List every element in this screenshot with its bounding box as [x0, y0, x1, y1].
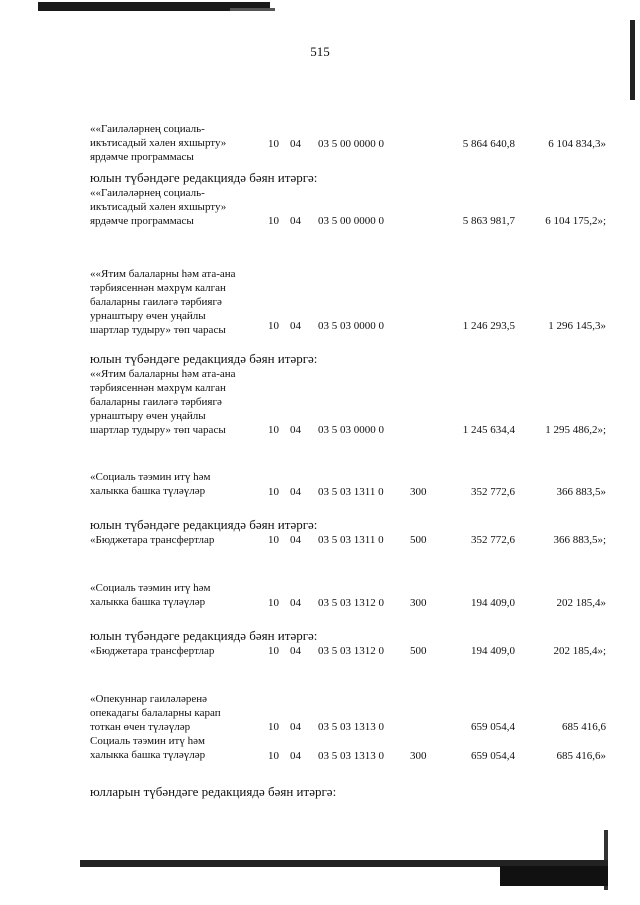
row-description: «Социаль тәэмин итү һәм халыкка башка түләүләр: [90, 471, 211, 497]
instruction-text: юлын түбәндәге редакциядә бәян итәргә:: [90, 170, 318, 185]
row-description: «Социаль тәэмин итү һәм халыкка башка түләүләр: [90, 582, 211, 608]
instruction-text: юлын түбәндәге редакциядә бәян итәргә:: [90, 628, 318, 643]
subsection-code: 04: [290, 534, 301, 546]
amount-year-1: 352 772,6: [471, 486, 515, 498]
expense-type-code: 500: [410, 645, 427, 657]
amount-year-2: 366 883,5»;: [553, 534, 606, 546]
section-code: 10: [268, 721, 279, 733]
amount-year-2: 6 104 175,2»;: [545, 215, 606, 227]
instruction-text: юлын түбәндәге редакциядә бәян итәргә:: [90, 517, 318, 532]
amount-year-2: 6 104 834,3»: [548, 138, 606, 150]
amount-year-2: 685 416,6: [562, 721, 606, 733]
amount-year-1: 194 409,0: [471, 597, 515, 609]
row-description: ««Ятим балаларны һәм ата-ана тәрбиясеннән мәхрүм калган балаларны гаиләгә тәрбиягә урнаштыру өчен уңайлы шартлар тудыру» төп чарасы: [90, 368, 236, 436]
amount-year-1: 5 864 640,8: [462, 138, 515, 150]
amount-year-2: 1 296 145,3»: [548, 320, 606, 332]
amount-year-1: 1 246 293,5: [462, 320, 515, 332]
target-article-code: 03 5 03 1312 0: [318, 645, 384, 657]
scan-edge-right: [630, 20, 635, 100]
subsection-code: 04: [290, 486, 301, 498]
expense-type-code: 300: [410, 750, 427, 762]
amount-year-2: 202 185,4»;: [553, 645, 606, 657]
target-article-code: 03 5 00 0000 0: [318, 138, 384, 150]
target-article-code: 03 5 03 1313 0: [318, 750, 384, 762]
scan-edge-bottom: [500, 866, 608, 886]
amount-year-1: 194 409,0: [471, 645, 515, 657]
amount-year-1: 659 054,4: [471, 721, 515, 733]
section-code: 10: [268, 597, 279, 609]
subsection-code: 04: [290, 138, 301, 150]
subsection-code: 04: [290, 320, 301, 332]
section-code: 10: [268, 645, 279, 657]
amount-year-2: 202 185,4»: [556, 597, 606, 609]
amount-year-1: 1 245 634,4: [462, 424, 515, 436]
section-code: 10: [268, 424, 279, 436]
row-description: ««Гаиләләрнең социаль- икътисадый хәлен яхшырту» ярдәмче программасы: [90, 123, 227, 163]
row-description: «Бюджетара трансфертлар: [90, 534, 215, 546]
subsection-code: 04: [290, 750, 301, 762]
expense-type-code: 300: [410, 486, 427, 498]
amount-year-2: 1 295 486,2»;: [545, 424, 606, 436]
amount-year-1: 5 863 981,7: [462, 215, 515, 227]
instruction-text: юлларын түбәндәге редакциядә бәян итәргә:: [90, 784, 337, 799]
section-code: 10: [268, 215, 279, 227]
subsection-code: 04: [290, 215, 301, 227]
target-article-code: 03 5 03 1311 0: [318, 486, 384, 498]
amount-year-2: 366 883,5»: [556, 486, 606, 498]
target-article-code: 03 5 03 1312 0: [318, 597, 384, 609]
row-description: ««Гаиләләрнең социаль- икътисадый хәлен яхшырту» ярдәмче программасы: [90, 187, 227, 227]
expense-type-code: 300: [410, 597, 427, 609]
row-description: «Бюджетара трансфертлар: [90, 645, 215, 657]
subsection-code: 04: [290, 424, 301, 436]
section-code: 10: [268, 486, 279, 498]
row-description: ««Ятим балаларны һәм ата-ана тәрбиясеннән мәхрүм калган балаларны гаиләгә тәрбиягә урнаштыру өчен уңайлы шартлар тудыру» төп чарасы: [90, 268, 236, 336]
instruction-text: юлын түбәндәге редакциядә бәян итәргә:: [90, 351, 318, 366]
target-article-code: 03 5 03 0000 0: [318, 320, 384, 332]
row-description: Социаль тәэмин итү һәм халыкка башка түләүләр: [90, 735, 206, 761]
section-code: 10: [268, 534, 279, 546]
subsection-code: 04: [290, 597, 301, 609]
scan-edge-top: [230, 8, 275, 11]
subsection-code: 04: [290, 721, 301, 733]
expense-type-code: 500: [410, 534, 427, 546]
subsection-code: 04: [290, 645, 301, 657]
target-article-code: 03 5 03 1313 0: [318, 721, 384, 733]
section-code: 10: [268, 320, 279, 332]
target-article-code: 03 5 00 0000 0: [318, 215, 384, 227]
page-number: 515: [310, 44, 330, 59]
amount-year-1: 352 772,6: [471, 534, 515, 546]
row-description: «Опекуннар гаиләләренә опекадагы балаларны карап тоткан өчен түләүләр: [90, 693, 221, 733]
target-article-code: 03 5 03 1311 0: [318, 534, 384, 546]
amount-year-1: 659 054,4: [471, 750, 515, 762]
amount-year-2: 685 416,6»: [556, 750, 606, 762]
section-code: 10: [268, 138, 279, 150]
target-article-code: 03 5 03 0000 0: [318, 424, 384, 436]
section-code: 10: [268, 750, 279, 762]
